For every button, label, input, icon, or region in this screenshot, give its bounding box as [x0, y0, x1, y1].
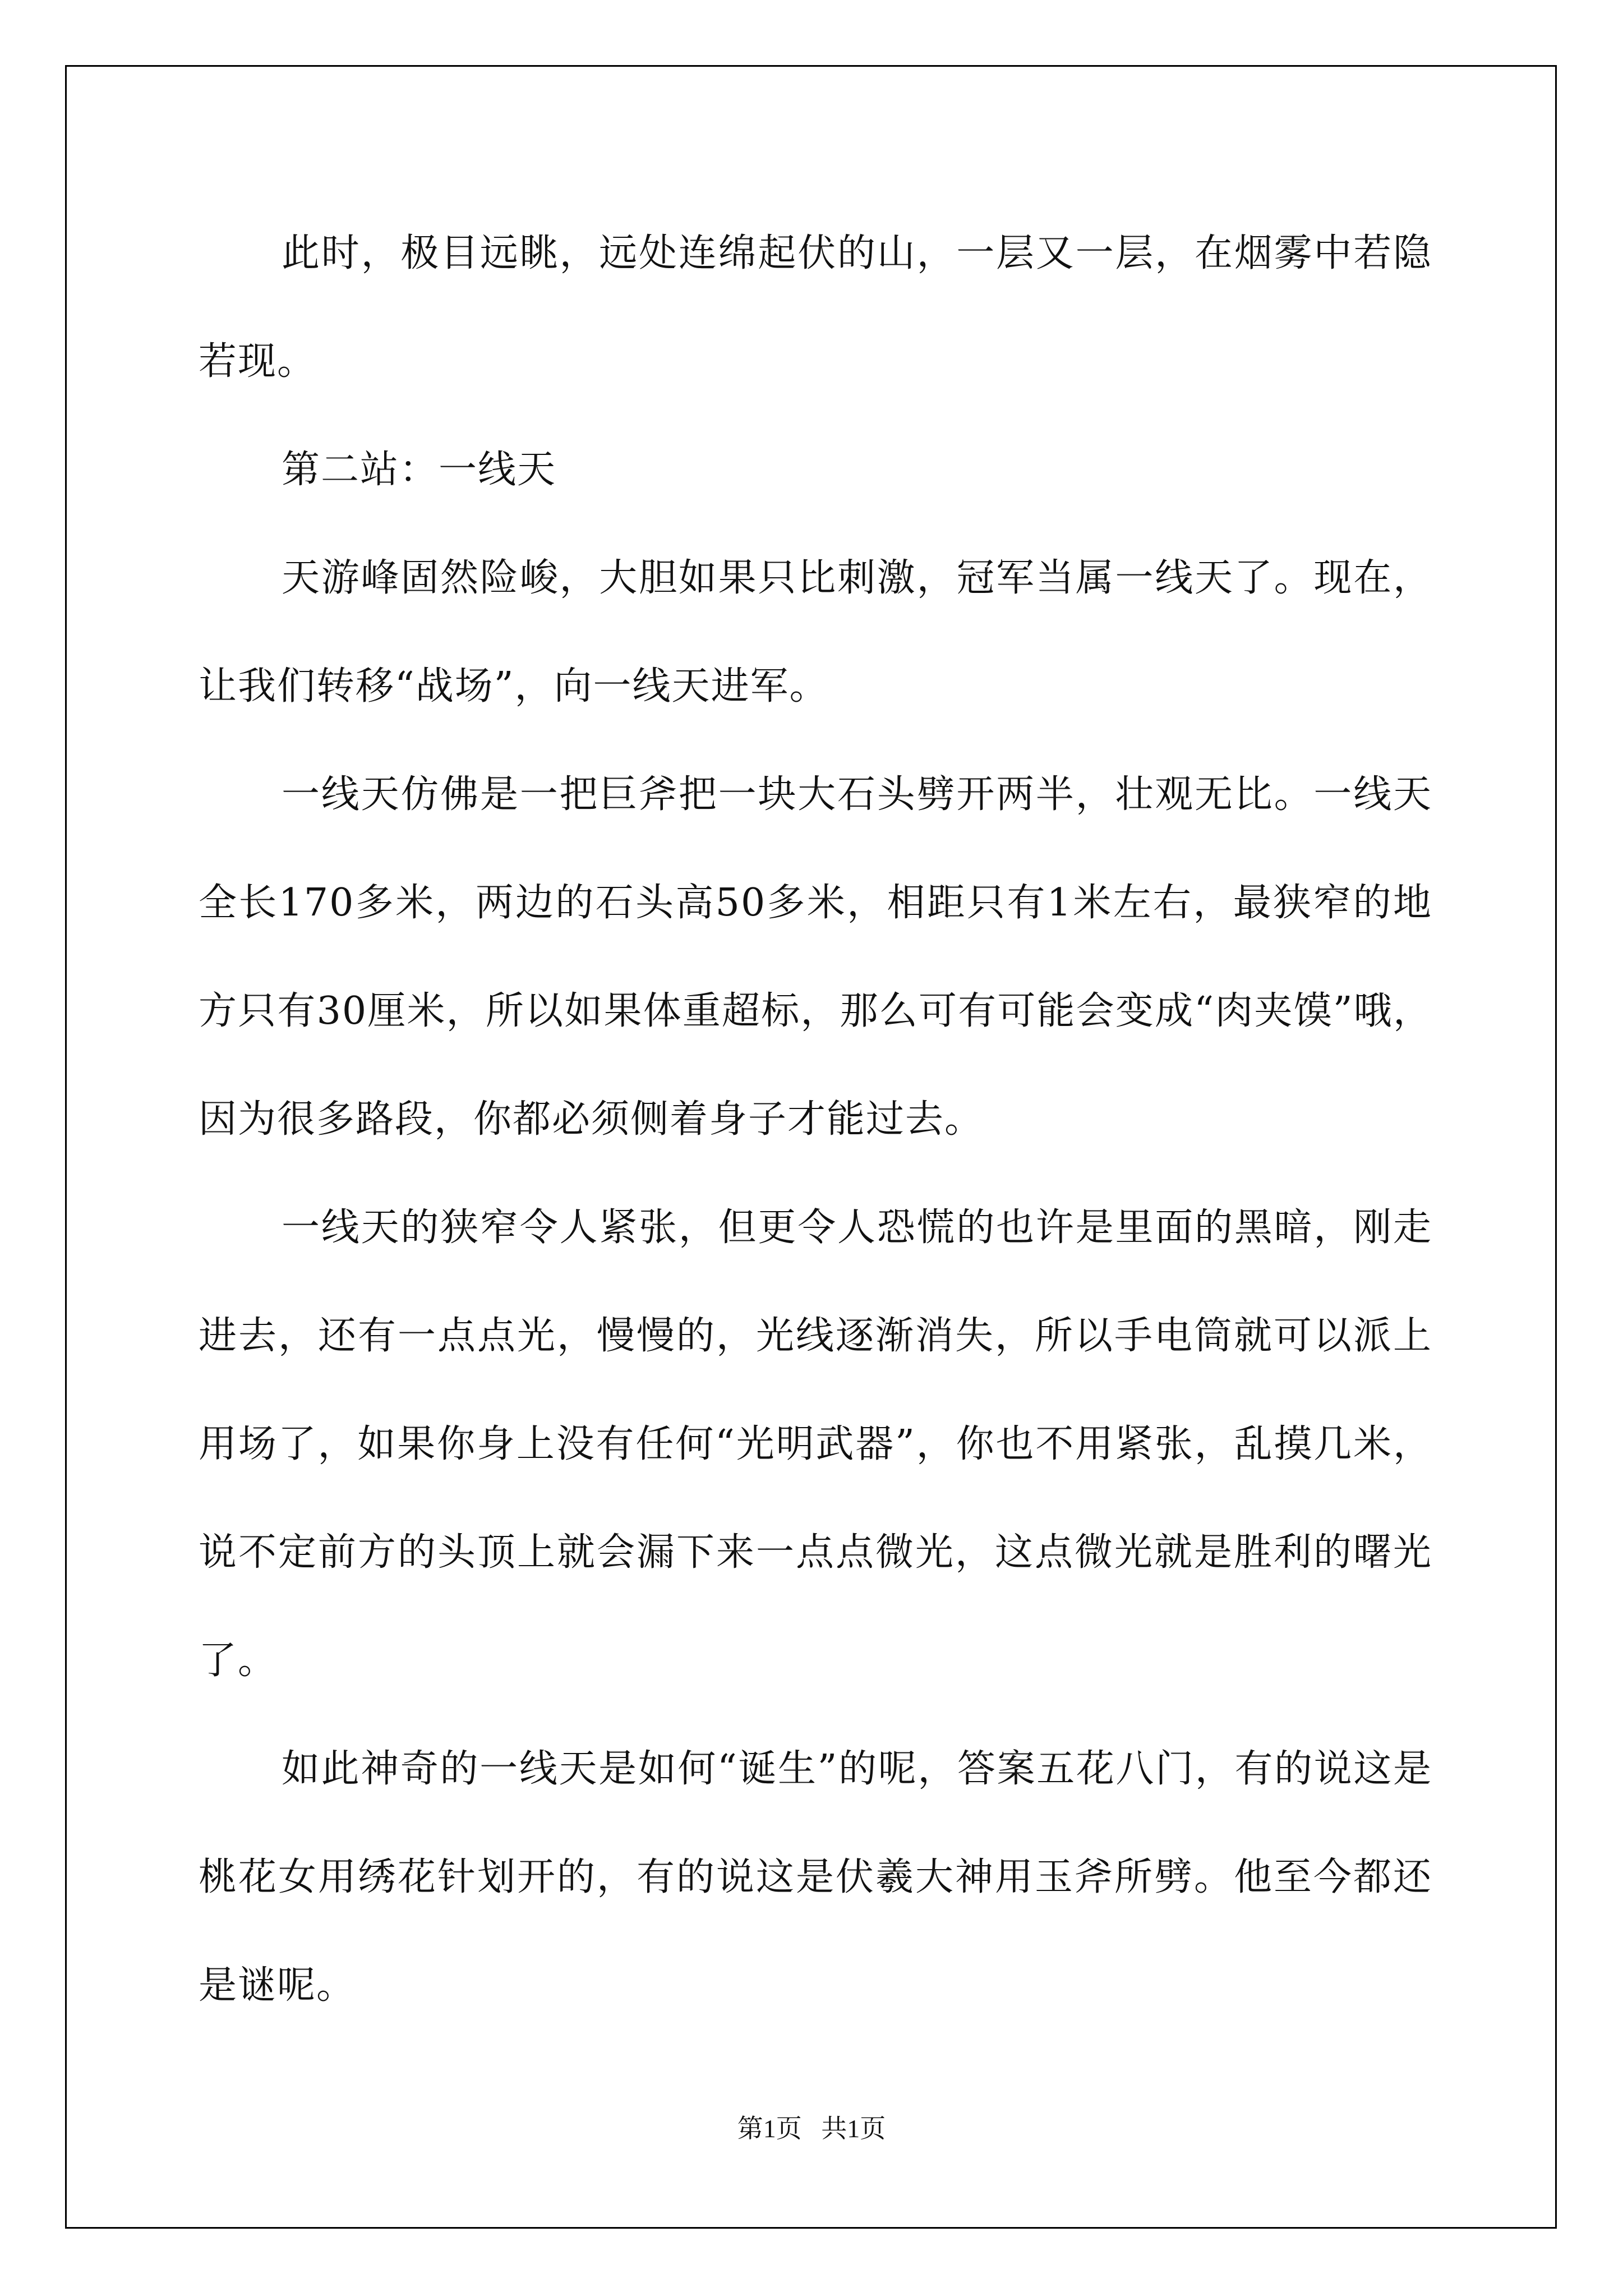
- paragraph: 如此神奇的一线天是如何“诞生”的呢，答案五花八门，有的说这是桃花女用绣花针划开的，有的说这是伏羲大神用玉斧所劈。他至今都还是谜呢。: [199, 1747, 1432, 2008]
- paragraph: 一线天仿佛是一把巨斧把一块大石头劈开两半，壮观无比。一线天全长170多米，两边的石头高50多米，相距只有1米左右，最狭窄的地方只有30厘米，所以如果体重超标，那么可有可能会变成“肉夹馍”哦，因为很多路段，你都必须侧着身子才能过去。: [199, 772, 1432, 1142]
- paragraph: 一线天的狭窄令人紧张，但更令人恐慌的也许是里面的黑暗，刚走进去，还有一点点光，慢慢的，光线逐渐消失，所以手电筒就可以派上用场了，如果你身上没有任何“光明武器”，你也不用紧张，乱摸几米，说不定前方的头顶上就会漏下来一点点微光，这点微光就是胜利的曙光了。: [199, 1205, 1432, 1683]
- section-heading: 第二站：一线天: [282, 448, 557, 492]
- document-body: [199, 199, 1432, 2040]
- page-footer: 第1页 共1页: [737, 2114, 886, 2143]
- paragraph: 天游峰固然险峻，大胆如果只比刺激，冠军当属一线天了。现在，让我们转移“战场”，向一线天进军。: [199, 556, 1432, 708]
- paragraph: 此时，极目远眺，远处连绵起伏的山，一层又一层，在烟雾中若隐若现。: [199, 231, 1432, 384]
